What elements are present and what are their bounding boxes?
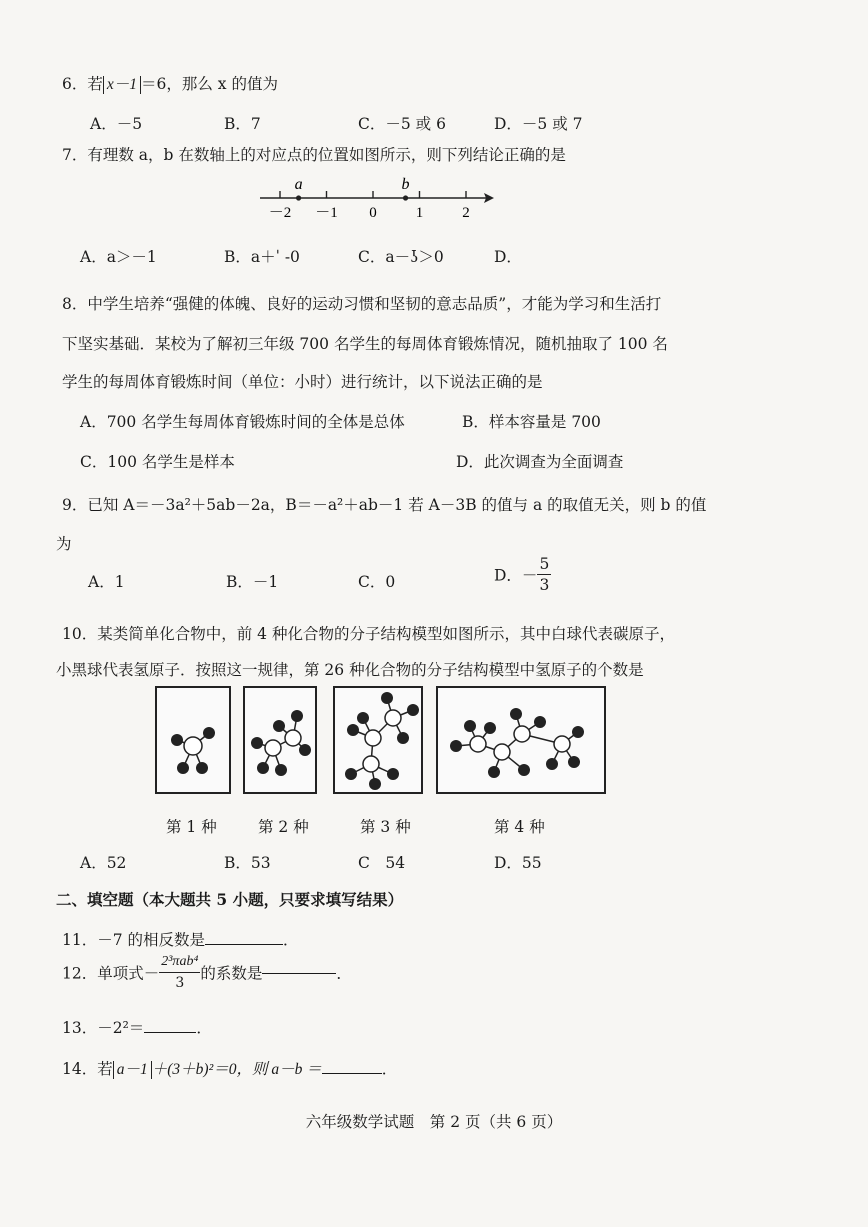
q7-number-line bbox=[250, 176, 510, 226]
fraction-denominator: 3 bbox=[539, 576, 550, 594]
q6-option-a: A．－5 bbox=[90, 115, 143, 133]
q14-answer-blank bbox=[322, 1072, 382, 1074]
molecule-4-diagram bbox=[438, 688, 604, 792]
molecule-1-diagram bbox=[157, 688, 229, 792]
q8-option-a: A．700 名学生每周体育锻炼时间的全体是总体 bbox=[80, 413, 405, 431]
q6-option-b: B．7 bbox=[224, 115, 261, 133]
q8-option-c: C．100 名学生是样本 bbox=[80, 453, 235, 471]
molecule-model-4 bbox=[436, 686, 606, 794]
section-heading-fill-in: 二、填空题（本大题共 5 小题，只要求填写结果） bbox=[56, 890, 404, 909]
molecule-caption-1: 第 1 种 bbox=[166, 818, 217, 836]
molecule-model-3 bbox=[333, 686, 423, 794]
molecule-model-1 bbox=[155, 686, 231, 794]
q12-answer-blank bbox=[262, 972, 336, 974]
q9-option-b: B．－1 bbox=[226, 573, 279, 591]
q9-option-a: A．1 bbox=[88, 573, 125, 591]
number-line-point-label: a bbox=[294, 176, 303, 193]
q6-number: 6．若 bbox=[62, 75, 103, 93]
q14-mid: ＋(3＋b)²＝0，则 a－b ＝ bbox=[151, 1061, 322, 1078]
q12-end: ． bbox=[336, 964, 352, 983]
q9-option-c: C．0 bbox=[358, 573, 396, 591]
fraction-numerator: 2³πab⁴ bbox=[159, 952, 200, 973]
q7-option-b: B．a＋ˈ ‑0 bbox=[224, 248, 300, 266]
q9-line-2: 为 bbox=[56, 535, 72, 553]
q7-stem: 7．有理数 a，b 在数轴上的对应点的位置如图所示，则下列结论正确的是 bbox=[62, 146, 566, 164]
q13-answer-blank bbox=[144, 1031, 196, 1033]
q8-line-3: 学生的每周体育锻炼时间（单位：小时）进行统计，以下说法正确的是 bbox=[62, 373, 543, 391]
molecule-caption-2: 第 2 种 bbox=[258, 818, 309, 836]
q11-text: 11．－7 的相反数是 bbox=[62, 931, 206, 949]
number-line-tick-label: 1 bbox=[415, 205, 424, 221]
q9-line-1: 9．已知 A＝－3a²＋5ab－2a，B＝－a²＋ab－1 若 A－3B 的值与 a 的取值无关，则 b 的值 bbox=[62, 496, 707, 514]
q7-option-d: D． bbox=[494, 248, 522, 266]
q11-answer-blank bbox=[205, 943, 283, 945]
q12-fraction bbox=[159, 952, 200, 993]
q6-abs-expr: x－1 bbox=[103, 76, 141, 94]
number-line-point bbox=[296, 195, 301, 200]
page-footer: 六年级数学试题 第 2 页（共 6 页） bbox=[305, 1113, 563, 1131]
q8-line-2: 下坚实基础．某校为了解初三年级 700 名学生的每周体育锻炼情况，随机抽取了 100 名 bbox=[62, 335, 668, 353]
q12-post: 的系数是 bbox=[200, 964, 263, 983]
q10-option-a: A．52 bbox=[80, 854, 127, 872]
q13-text: 13．－2²＝ bbox=[62, 1019, 145, 1037]
molecule-model-2 bbox=[243, 686, 317, 794]
q6-option-c: C．－5 或 6 bbox=[358, 115, 446, 133]
q14-end: ． bbox=[381, 1060, 398, 1078]
fraction-denominator: 3 bbox=[175, 975, 185, 991]
q10-option-c: C 54 bbox=[358, 854, 406, 872]
molecule-2-diagram bbox=[245, 688, 315, 792]
number-line-point-label: b bbox=[401, 176, 410, 193]
q6-option-d: D．－5 或 7 bbox=[494, 115, 583, 133]
molecule-caption-3: 第 3 种 bbox=[360, 818, 411, 836]
number-line-point bbox=[403, 195, 408, 200]
number-line-tick-label: 2 bbox=[462, 205, 470, 221]
q6-tail: ＝6，那么 x 的值为 bbox=[141, 75, 278, 93]
q13-end: ． bbox=[196, 1019, 212, 1037]
q7-option-a: A．a＞－1 bbox=[80, 248, 157, 266]
q6-stem bbox=[62, 72, 278, 94]
q8-option-b: B．样本容量是 700 bbox=[462, 413, 601, 431]
q8-line-1: 8．中学生培养“强健的体魄、良好的运动习惯和坚韧的意志品质”，才能为学习和生活打 bbox=[62, 295, 662, 313]
q9-option-d-label: D．－ bbox=[494, 566, 538, 585]
q11-end: ． bbox=[283, 931, 299, 949]
q10-line-1: 10．某类简单化合物中，前 4 种化合物的分子结构模型如图所示，其中白球代表碳原子， bbox=[62, 625, 675, 643]
q12-pre: 12．单项式－ bbox=[62, 964, 160, 983]
q9-option-d-fraction bbox=[537, 554, 551, 595]
fraction-numerator: 5 bbox=[539, 555, 550, 573]
q10-option-b: B．53 bbox=[224, 854, 271, 872]
molecule-3-diagram bbox=[335, 688, 421, 792]
number-line-tick-label: －1 bbox=[315, 205, 338, 221]
q11 bbox=[62, 928, 299, 950]
q14 bbox=[62, 1057, 397, 1079]
q14-pre: 14．若 bbox=[62, 1060, 113, 1078]
q9-option-d bbox=[494, 554, 551, 595]
number-line-tick-label: －2 bbox=[268, 205, 292, 221]
q12 bbox=[62, 952, 352, 993]
number-line-tick-label: 0 bbox=[369, 205, 377, 221]
q10-option-d: D．55 bbox=[494, 854, 542, 872]
q13 bbox=[62, 1016, 212, 1038]
molecule-caption-4: 第 4 种 bbox=[494, 818, 545, 836]
q14-abs-expr: a－1 bbox=[113, 1061, 152, 1079]
q8-option-d: D．此次调查为全面调查 bbox=[456, 453, 624, 471]
q10-line-2: 小黑球代表氢原子．按照这一规律，第 26 种化合物的分子结构模型中氢原子的个数是 bbox=[56, 661, 644, 679]
q7-option-c: C．a－ʖ＞0 bbox=[358, 248, 444, 266]
